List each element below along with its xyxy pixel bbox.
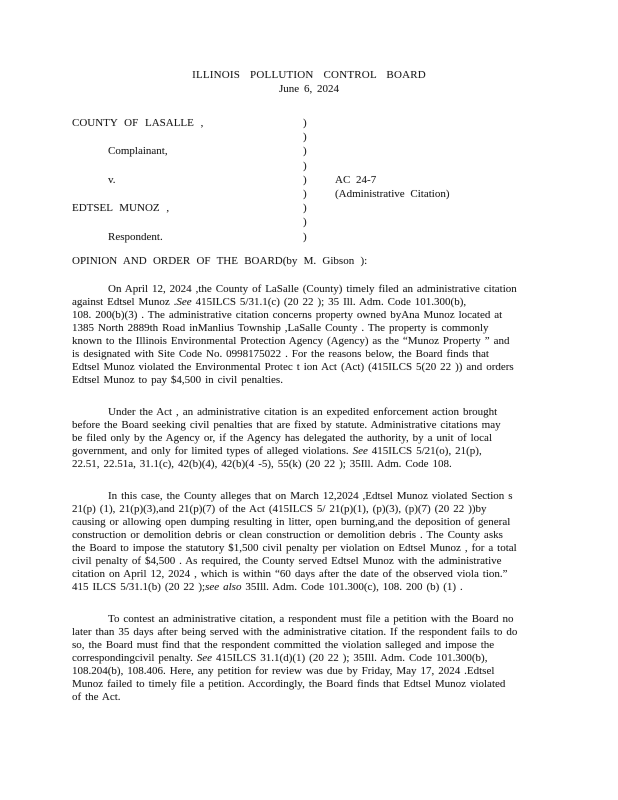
document-line: citation on April 12, 2024 , which is within “60 days after the date of the observed viola tion.” <box>72 567 508 580</box>
document-line: causing or allowing open dumping resulting in litter, open burning,and the deposition of general <box>72 515 511 528</box>
paragraph <box>72 406 546 471</box>
italic-citation-text: see also <box>205 580 242 593</box>
document-line: Munoz failed to timely file a petition. Accordingly, the Board finds that Edtsel Munoz violated <box>72 677 506 690</box>
document-line: against Edtsel Munoz .See 415ILCS 5/31.1(c) (20 22 ); 35 Ill. Adm. Code 101.300(b), <box>72 295 467 308</box>
board-title: ILLINOIS POLLUTION CONTROL BOARD <box>192 69 426 81</box>
caption-left-text: Complainant, <box>108 145 168 158</box>
document-line: government, and only for limited types of alleged violations. See 415ILCS 5/21(o), 21(p), <box>72 444 482 457</box>
document-line: To contest an administrative citation, a respondent must file a petition with the Board no <box>108 612 514 625</box>
document-line: 108. 200(b)(3) . The administrative citation concerns property owned byAna Munoz located at <box>72 308 503 321</box>
document-line: known to the Illinois Environmental Protection Agency (Agency) as the “Munoz Property ” and <box>72 334 510 347</box>
caption-left-text: Respondent. <box>108 230 163 243</box>
caption-paren: ) <box>303 202 307 215</box>
caption-row <box>72 130 546 144</box>
caption-left-text <box>72 187 303 201</box>
paragraph <box>72 613 546 704</box>
caption-paren: ) <box>303 159 307 172</box>
caption-paren: ) <box>303 131 307 144</box>
caption-paren: ) <box>303 216 307 229</box>
opinion-heading: OPINION AND ORDER OF THE BOARD(by M. Gibson ): <box>72 254 368 267</box>
document-date: June 6, 2024 <box>279 83 339 95</box>
document-line: 21(p) (1), 21(p)(3),and 21(p)(7) of the Act (415ILCS 5/ 21(p)(1), (p)(3), (p)(7) (20 22 ))by <box>72 502 487 515</box>
caption-row <box>72 116 546 130</box>
italic-citation-text: See <box>352 444 368 457</box>
paragraph <box>72 283 546 387</box>
document-line: In this case, the County alleges that on March 12,2024 ,Edtsel Munoz violated Section s <box>108 489 513 502</box>
document-line: 108.204(b), 108.406. Here, any petition for review was due by Friday, May 17, 2024 .Edtsel <box>72 664 495 677</box>
document-line: Edtsel Munoz violated the Environmental Protec t ion Act (Act) (415ILCS 5(20 22 )) and orders <box>72 360 514 373</box>
caption-paren: ) <box>303 230 307 243</box>
caption-row <box>72 187 546 201</box>
caption-left-text <box>72 159 303 173</box>
caption-row <box>72 215 546 229</box>
caption-paren: ) <box>303 117 307 129</box>
document-line: later than 35 days after being served with the administrative citation. If the respondent fails to do <box>72 625 518 638</box>
document-line: construction or demolition debris or clean construction or demolition debris . The County asks <box>72 528 503 541</box>
opinion-body <box>72 283 546 704</box>
document-line: so, the Board must find that the respondent committed the violation salleged and impose the <box>72 638 495 651</box>
caption-left-text: EDTSEL MUNOZ , <box>72 202 170 215</box>
caption-paren: ) <box>303 173 307 186</box>
italic-citation-text: See <box>196 651 213 664</box>
caption-left-text <box>72 130 303 144</box>
document-line: Edtsel Munoz to pay $4,500 in civil penalties. <box>72 373 283 386</box>
document-line: before the Board seeking civil penalties that are fixed by statute. Administrative citations may <box>72 418 501 431</box>
document-line: 415 ILCS 5/31.1(b) (20 22 );see also 35Ill. Adm. Code 101.300(c), 108. 200 (b) (1) . <box>72 580 463 593</box>
document-line: 22.51, 22.51a, 31.1(c), 42(b)(4), 42(b)(4 -5), 55(k) (20 22 ); 35Ill. Adm. Code 108. <box>72 457 452 470</box>
document-line: Under the Act , an administrative citation is an expedited enforcement action brought <box>108 405 498 418</box>
case-caption <box>72 116 546 244</box>
caption-left-text <box>72 215 303 229</box>
caption-right-text: AC 24-7 <box>335 173 377 186</box>
document-line: civil penalty of $4,500 . As required, the County served Edtsel Munoz with the administrative <box>72 554 502 567</box>
document-line: be filed only by the Agency or, if the Agency has delegated the authority, by a unit of local <box>72 431 492 444</box>
document-line: correspondingcivil penalty. See 415ILCS 31.1(d)(1) (20 22 ); 35Ill. Adm. Code 101.300(b), <box>72 651 488 664</box>
caption-right-text: (Administrative Citation) <box>335 187 450 200</box>
caption-paren: ) <box>303 145 307 158</box>
caption-left-text: COUNTY OF LASALLE , <box>72 117 204 129</box>
caption-row <box>72 173 546 187</box>
document-line: is designated with Site Code No. 0998175022 . For the reasons below, the Board finds that <box>72 347 489 360</box>
caption-row <box>72 230 546 244</box>
caption-left-text: v. <box>108 173 116 186</box>
document-line: of the Act. <box>72 690 121 703</box>
caption-row <box>72 144 546 158</box>
caption-row <box>72 159 546 173</box>
paragraph <box>72 490 546 594</box>
caption-row <box>72 201 546 215</box>
document-line: the Board to impose the statutory $1,500 civil penalty per violation on Edtsel Munoz , for a total <box>72 541 517 554</box>
caption-paren: ) <box>303 187 307 200</box>
document-line: On April 12, 2024 ,the County of LaSalle (County) timely filed an administrative citation <box>108 282 517 295</box>
document-line: 1385 North 2889th Road inManlius Township ,LaSalle County . The property is commonly <box>72 321 489 334</box>
italic-citation-text: See <box>176 295 192 308</box>
